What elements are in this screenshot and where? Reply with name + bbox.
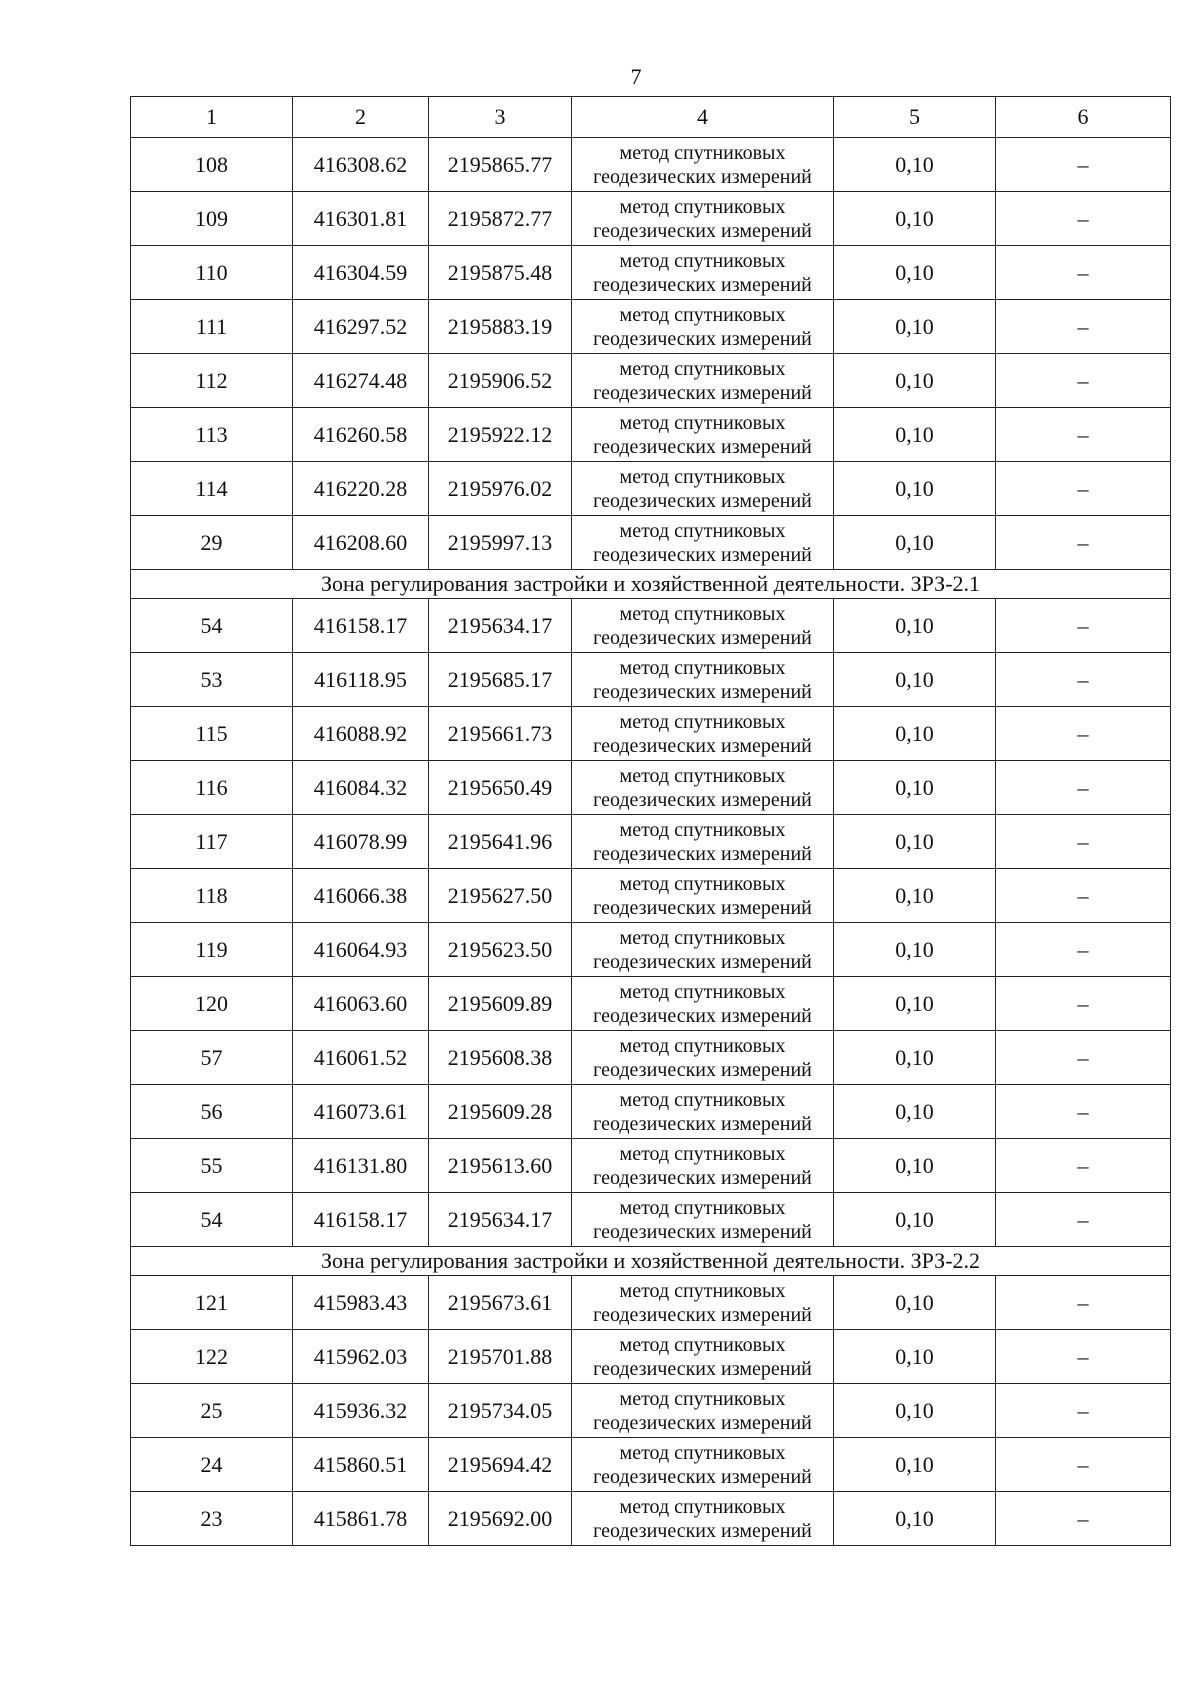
table-body bbox=[131, 138, 1171, 1546]
point-number-cell: 117 bbox=[131, 815, 293, 869]
method-cell: метод спутниковых геодезических измерений bbox=[572, 462, 834, 516]
point-number-cell: 114 bbox=[131, 462, 293, 516]
point-number-cell: 53 bbox=[131, 653, 293, 707]
accuracy-cell: 0,10 bbox=[834, 653, 996, 707]
table-row bbox=[131, 1276, 1171, 1330]
table-row bbox=[131, 707, 1171, 761]
table-row bbox=[131, 653, 1171, 707]
point-number-cell: 56 bbox=[131, 1085, 293, 1139]
method-cell: метод спутниковых геодезических измерений bbox=[572, 1330, 834, 1384]
point-number-cell: 112 bbox=[131, 354, 293, 408]
point-number-cell: 23 bbox=[131, 1492, 293, 1546]
accuracy-cell: 0,10 bbox=[834, 1031, 996, 1085]
zone-heading: Зона регулирования застройки и хозяйственной деятельности. ЗРЗ-2.2 bbox=[131, 1247, 1171, 1276]
note-cell: – bbox=[996, 138, 1171, 192]
table-row bbox=[131, 462, 1171, 516]
accuracy-cell: 0,10 bbox=[834, 300, 996, 354]
point-number-cell: 24 bbox=[131, 1438, 293, 1492]
y-coordinate-cell: 2195906.52 bbox=[429, 354, 572, 408]
method-cell: метод спутниковых геодезических измерений bbox=[572, 1438, 834, 1492]
point-number-cell: 110 bbox=[131, 246, 293, 300]
y-coordinate-cell: 2195609.28 bbox=[429, 1085, 572, 1139]
point-number-cell: 115 bbox=[131, 707, 293, 761]
accuracy-cell: 0,10 bbox=[834, 815, 996, 869]
note-cell: – bbox=[996, 599, 1171, 653]
y-coordinate-cell: 2195609.89 bbox=[429, 977, 572, 1031]
method-cell: метод спутниковых геодезических измерений bbox=[572, 1276, 834, 1330]
method-cell: метод спутниковых геодезических измерений bbox=[572, 707, 834, 761]
point-number-cell: 120 bbox=[131, 977, 293, 1031]
point-number-cell: 119 bbox=[131, 923, 293, 977]
x-coordinate-cell: 416066.38 bbox=[293, 869, 429, 923]
table-row bbox=[131, 408, 1171, 462]
method-cell: метод спутниковых геодезических измерений bbox=[572, 408, 834, 462]
page-number: 7 bbox=[630, 64, 642, 89]
note-cell: – bbox=[996, 1492, 1171, 1546]
accuracy-cell: 0,10 bbox=[834, 1492, 996, 1546]
x-coordinate-cell: 416158.17 bbox=[293, 599, 429, 653]
x-coordinate-cell: 415962.03 bbox=[293, 1330, 429, 1384]
table-row bbox=[131, 192, 1171, 246]
zone-heading-row bbox=[131, 570, 1171, 599]
accuracy-cell: 0,10 bbox=[834, 977, 996, 1031]
table-row bbox=[131, 516, 1171, 570]
header-cell-4: 4 bbox=[572, 97, 834, 138]
y-coordinate-cell: 2195634.17 bbox=[429, 599, 572, 653]
point-number-cell: 111 bbox=[131, 300, 293, 354]
x-coordinate-cell: 416064.93 bbox=[293, 923, 429, 977]
note-cell: – bbox=[996, 653, 1171, 707]
x-coordinate-cell: 416061.52 bbox=[293, 1031, 429, 1085]
method-cell: метод спутниковых геодезических измерений bbox=[572, 599, 834, 653]
y-coordinate-cell: 2195872.77 bbox=[429, 192, 572, 246]
note-cell: – bbox=[996, 408, 1171, 462]
x-coordinate-cell: 415860.51 bbox=[293, 1438, 429, 1492]
table-row bbox=[131, 599, 1171, 653]
note-cell: – bbox=[996, 1031, 1171, 1085]
y-coordinate-cell: 2195685.17 bbox=[429, 653, 572, 707]
note-cell: – bbox=[996, 354, 1171, 408]
accuracy-cell: 0,10 bbox=[834, 462, 996, 516]
y-coordinate-cell: 2195883.19 bbox=[429, 300, 572, 354]
note-cell: – bbox=[996, 1085, 1171, 1139]
accuracy-cell: 0,10 bbox=[834, 246, 996, 300]
note-cell: – bbox=[996, 1139, 1171, 1193]
note-cell: – bbox=[996, 246, 1171, 300]
method-cell: метод спутниковых геодезических измерений bbox=[572, 246, 834, 300]
accuracy-cell: 0,10 bbox=[834, 516, 996, 570]
method-cell: метод спутниковых геодезических измерений bbox=[572, 516, 834, 570]
accuracy-cell: 0,10 bbox=[834, 192, 996, 246]
method-cell: метод спутниковых геодезических измерений bbox=[572, 869, 834, 923]
point-number-cell: 29 bbox=[131, 516, 293, 570]
y-coordinate-cell: 2195734.05 bbox=[429, 1384, 572, 1438]
y-coordinate-cell: 2195650.49 bbox=[429, 761, 572, 815]
method-cell: метод спутниковых геодезических измерений bbox=[572, 653, 834, 707]
header-cell-1: 1 bbox=[131, 97, 293, 138]
method-cell: метод спутниковых геодезических измерений bbox=[572, 1031, 834, 1085]
method-cell: метод спутниковых геодезических измерений bbox=[572, 354, 834, 408]
x-coordinate-cell: 416304.59 bbox=[293, 246, 429, 300]
y-coordinate-cell: 2195875.48 bbox=[429, 246, 572, 300]
accuracy-cell: 0,10 bbox=[834, 923, 996, 977]
table-row bbox=[131, 1031, 1171, 1085]
point-number-cell: 109 bbox=[131, 192, 293, 246]
accuracy-cell: 0,10 bbox=[834, 1438, 996, 1492]
method-cell: метод спутниковых геодезических измерений bbox=[572, 761, 834, 815]
x-coordinate-cell: 415936.32 bbox=[293, 1384, 429, 1438]
x-coordinate-cell: 415983.43 bbox=[293, 1276, 429, 1330]
header-cell-5: 5 bbox=[834, 97, 996, 138]
y-coordinate-cell: 2195661.73 bbox=[429, 707, 572, 761]
x-coordinate-cell: 416088.92 bbox=[293, 707, 429, 761]
note-cell: – bbox=[996, 815, 1171, 869]
method-cell: метод спутниковых геодезических измерений bbox=[572, 977, 834, 1031]
x-coordinate-cell: 416297.52 bbox=[293, 300, 429, 354]
note-cell: – bbox=[996, 707, 1171, 761]
point-number-cell: 121 bbox=[131, 1276, 293, 1330]
table-row bbox=[131, 1085, 1171, 1139]
x-coordinate-cell: 416078.99 bbox=[293, 815, 429, 869]
y-coordinate-cell: 2195997.13 bbox=[429, 516, 572, 570]
note-cell: – bbox=[996, 300, 1171, 354]
header-cell-6: 6 bbox=[996, 97, 1171, 138]
point-number-cell: 25 bbox=[131, 1384, 293, 1438]
accuracy-cell: 0,10 bbox=[834, 599, 996, 653]
table-row bbox=[131, 869, 1171, 923]
x-coordinate-cell: 416260.58 bbox=[293, 408, 429, 462]
x-coordinate-cell: 416274.48 bbox=[293, 354, 429, 408]
coordinates-table bbox=[130, 96, 1171, 1546]
y-coordinate-cell: 2195608.38 bbox=[429, 1031, 572, 1085]
x-coordinate-cell: 416131.80 bbox=[293, 1139, 429, 1193]
x-coordinate-cell: 416208.60 bbox=[293, 516, 429, 570]
x-coordinate-cell: 416158.17 bbox=[293, 1193, 429, 1247]
x-coordinate-cell: 416301.81 bbox=[293, 192, 429, 246]
accuracy-cell: 0,10 bbox=[834, 1384, 996, 1438]
method-cell: метод спутниковых геодезических измерений bbox=[572, 192, 834, 246]
header-cell-3: 3 bbox=[429, 97, 572, 138]
table-row bbox=[131, 1193, 1171, 1247]
note-cell: – bbox=[996, 923, 1171, 977]
x-coordinate-cell: 416118.95 bbox=[293, 653, 429, 707]
note-cell: – bbox=[996, 1438, 1171, 1492]
table-header-row bbox=[131, 97, 1171, 138]
method-cell: метод спутниковых геодезических измерений bbox=[572, 923, 834, 977]
accuracy-cell: 0,10 bbox=[834, 138, 996, 192]
point-number-cell: 55 bbox=[131, 1139, 293, 1193]
note-cell: – bbox=[996, 462, 1171, 516]
table-row bbox=[131, 923, 1171, 977]
y-coordinate-cell: 2195976.02 bbox=[429, 462, 572, 516]
x-coordinate-cell: 415861.78 bbox=[293, 1492, 429, 1546]
point-number-cell: 54 bbox=[131, 599, 293, 653]
table-row bbox=[131, 354, 1171, 408]
y-coordinate-cell: 2195865.77 bbox=[429, 138, 572, 192]
y-coordinate-cell: 2195692.00 bbox=[429, 1492, 572, 1546]
table-row bbox=[131, 1139, 1171, 1193]
table-row bbox=[131, 300, 1171, 354]
zone-heading: Зона регулирования застройки и хозяйственной деятельности. ЗРЗ-2.1 bbox=[131, 570, 1171, 599]
method-cell: метод спутниковых геодезических измерений bbox=[572, 1492, 834, 1546]
note-cell: – bbox=[996, 1330, 1171, 1384]
point-number-cell: 113 bbox=[131, 408, 293, 462]
point-number-cell: 108 bbox=[131, 138, 293, 192]
accuracy-cell: 0,10 bbox=[834, 707, 996, 761]
method-cell: метод спутниковых геодезических измерений bbox=[572, 138, 834, 192]
point-number-cell: 116 bbox=[131, 761, 293, 815]
table-row bbox=[131, 1438, 1171, 1492]
accuracy-cell: 0,10 bbox=[834, 408, 996, 462]
y-coordinate-cell: 2195634.17 bbox=[429, 1193, 572, 1247]
table-row bbox=[131, 1492, 1171, 1546]
method-cell: метод спутниковых геодезических измерений bbox=[572, 1193, 834, 1247]
y-coordinate-cell: 2195922.12 bbox=[429, 408, 572, 462]
y-coordinate-cell: 2195694.42 bbox=[429, 1438, 572, 1492]
x-coordinate-cell: 416063.60 bbox=[293, 977, 429, 1031]
note-cell: – bbox=[996, 761, 1171, 815]
accuracy-cell: 0,10 bbox=[834, 869, 996, 923]
y-coordinate-cell: 2195641.96 bbox=[429, 815, 572, 869]
accuracy-cell: 0,10 bbox=[834, 1085, 996, 1139]
table-row bbox=[131, 761, 1171, 815]
accuracy-cell: 0,10 bbox=[834, 1330, 996, 1384]
y-coordinate-cell: 2195701.88 bbox=[429, 1330, 572, 1384]
table-row bbox=[131, 138, 1171, 192]
table-row bbox=[131, 815, 1171, 869]
y-coordinate-cell: 2195613.60 bbox=[429, 1139, 572, 1193]
note-cell: – bbox=[996, 977, 1171, 1031]
table-row bbox=[131, 1330, 1171, 1384]
method-cell: метод спутниковых геодезических измерений bbox=[572, 300, 834, 354]
table-row bbox=[131, 1384, 1171, 1438]
note-cell: – bbox=[996, 1276, 1171, 1330]
table-row bbox=[131, 246, 1171, 300]
x-coordinate-cell: 416073.61 bbox=[293, 1085, 429, 1139]
table-row bbox=[131, 977, 1171, 1031]
point-number-cell: 122 bbox=[131, 1330, 293, 1384]
accuracy-cell: 0,10 bbox=[834, 1193, 996, 1247]
accuracy-cell: 0,10 bbox=[834, 1276, 996, 1330]
note-cell: – bbox=[996, 869, 1171, 923]
note-cell: – bbox=[996, 192, 1171, 246]
zone-heading-row bbox=[131, 1247, 1171, 1276]
y-coordinate-cell: 2195673.61 bbox=[429, 1276, 572, 1330]
x-coordinate-cell: 416220.28 bbox=[293, 462, 429, 516]
method-cell: метод спутниковых геодезических измерений bbox=[572, 1384, 834, 1438]
accuracy-cell: 0,10 bbox=[834, 1139, 996, 1193]
x-coordinate-cell: 416308.62 bbox=[293, 138, 429, 192]
x-coordinate-cell: 416084.32 bbox=[293, 761, 429, 815]
point-number-cell: 118 bbox=[131, 869, 293, 923]
note-cell: – bbox=[996, 1193, 1171, 1247]
method-cell: метод спутниковых геодезических измерений bbox=[572, 815, 834, 869]
accuracy-cell: 0,10 bbox=[834, 354, 996, 408]
method-cell: метод спутниковых геодезических измерений bbox=[572, 1139, 834, 1193]
point-number-cell: 57 bbox=[131, 1031, 293, 1085]
y-coordinate-cell: 2195627.50 bbox=[429, 869, 572, 923]
header-cell-2: 2 bbox=[293, 97, 429, 138]
point-number-cell: 54 bbox=[131, 1193, 293, 1247]
method-cell: метод спутниковых геодезических измерений bbox=[572, 1085, 834, 1139]
accuracy-cell: 0,10 bbox=[834, 761, 996, 815]
note-cell: – bbox=[996, 516, 1171, 570]
note-cell: – bbox=[996, 1384, 1171, 1438]
y-coordinate-cell: 2195623.50 bbox=[429, 923, 572, 977]
